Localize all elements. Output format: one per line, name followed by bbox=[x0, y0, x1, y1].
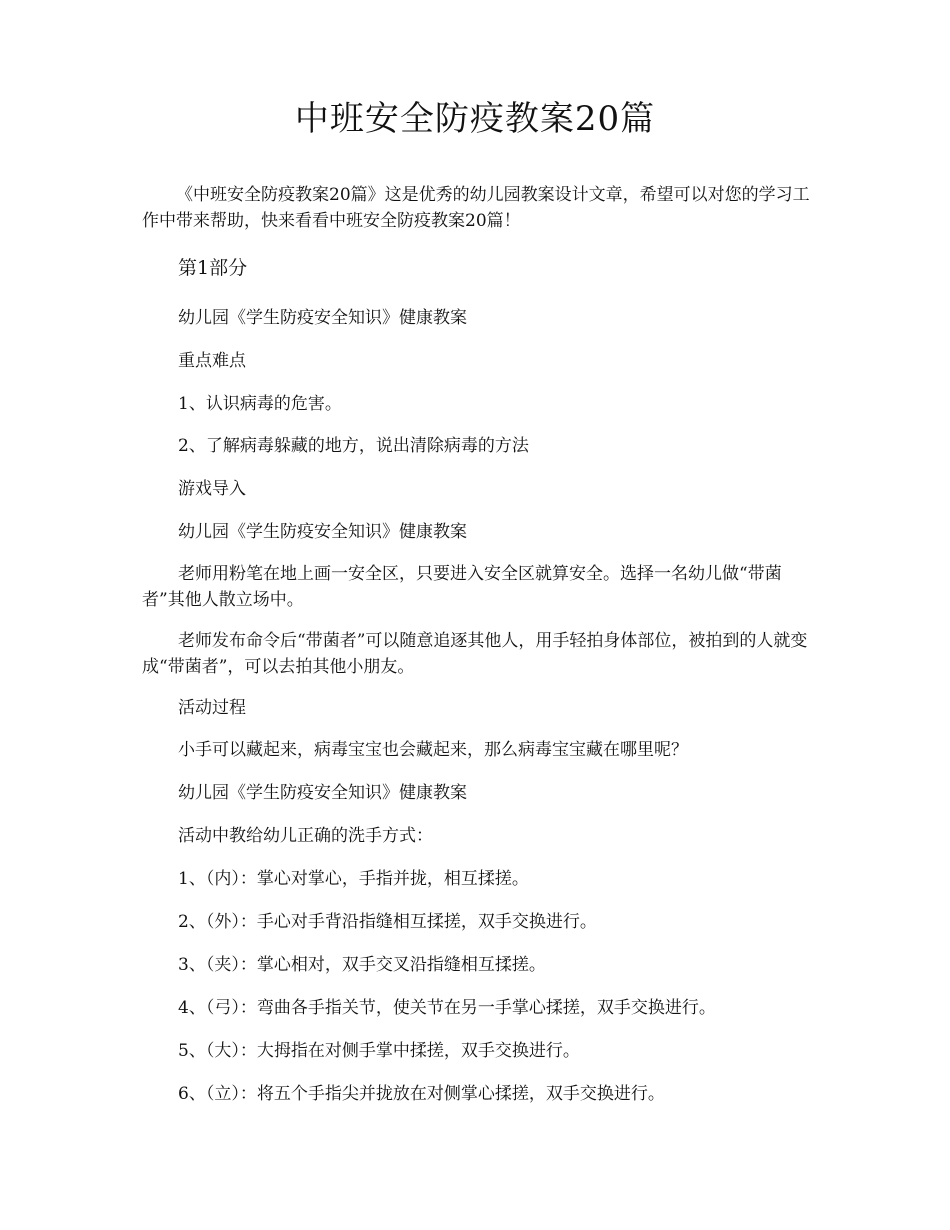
paragraph-lesson-title: 幼儿园《学生防疫安全知识》健康教案 bbox=[178, 522, 467, 542]
paragraph-virus-question: 小手可以藏起来，病毒宝宝也会藏起来，那么病毒宝宝藏在哪里呢？ bbox=[178, 740, 688, 760]
list-item-handwash-step: 2、（外）：手心对手背沿指缝相互揉搓，双手交换进行。 bbox=[178, 912, 597, 932]
paragraph-lesson-title: 幼儿园《学生防疫安全知识》健康教案 bbox=[178, 308, 467, 328]
section-heading: 第1部分 bbox=[178, 257, 248, 279]
list-item-handwash-step: 1、（内）：掌心对掌心，手指并拢，相互揉搓。 bbox=[178, 869, 529, 889]
paragraph-game-rules: 老师发布命令后“带菌者”可以随意追逐其他人，用手轻拍身体部位，被拍到的人就变成“带菌者”，可以去拍其他小朋友。 bbox=[142, 631, 808, 677]
paragraph-point-1: 1、认识病毒的危害。 bbox=[178, 394, 342, 414]
list-item-handwash-step: 6、（立）：将五个手指尖并拢放在对侧掌心揉搓，双手交换进行。 bbox=[178, 1084, 665, 1104]
paragraph-game-intro: 游戏导入 bbox=[178, 479, 246, 499]
paragraph-lesson-title: 幼儿园《学生防疫安全知识》健康教案 bbox=[178, 783, 467, 803]
list-item-handwash-step: 3、（夹）：掌心相对，双手交叉沿指缝相互揉搓。 bbox=[178, 955, 546, 975]
paragraph-activity-process: 活动过程 bbox=[178, 698, 246, 718]
list-item-handwash-step: 5、（大）：大拇指在对侧手掌中揉搓，双手交换进行。 bbox=[178, 1041, 580, 1061]
paragraph-point-2: 2、了解病毒躲藏的地方，说出清除病毒的方法 bbox=[178, 436, 529, 456]
intro-paragraph: 《中班安全防疫教案20篇》这是优秀的幼儿园教案设计文章，希望可以对您的学习工作中带来帮助，快来看看中班安全防疫教案20篇！ bbox=[142, 185, 810, 231]
paragraph-game-setup: 老师用粉笔在地上画一安全区，只要进入安全区就算安全。选择一名幼儿做“带菌者”其他人散立场中。 bbox=[142, 564, 782, 610]
list-item-handwash-step: 4、（弓）：弯曲各手指关节，使关节在另一手掌心揉搓，双手交换进行。 bbox=[178, 998, 716, 1018]
paragraph-key-points: 重点难点 bbox=[178, 351, 246, 371]
paragraph-handwash-intro: 活动中教给幼儿正确的洗手方式： bbox=[178, 826, 433, 846]
document-title: 中班安全防疫教案20篇 bbox=[294, 99, 656, 139]
